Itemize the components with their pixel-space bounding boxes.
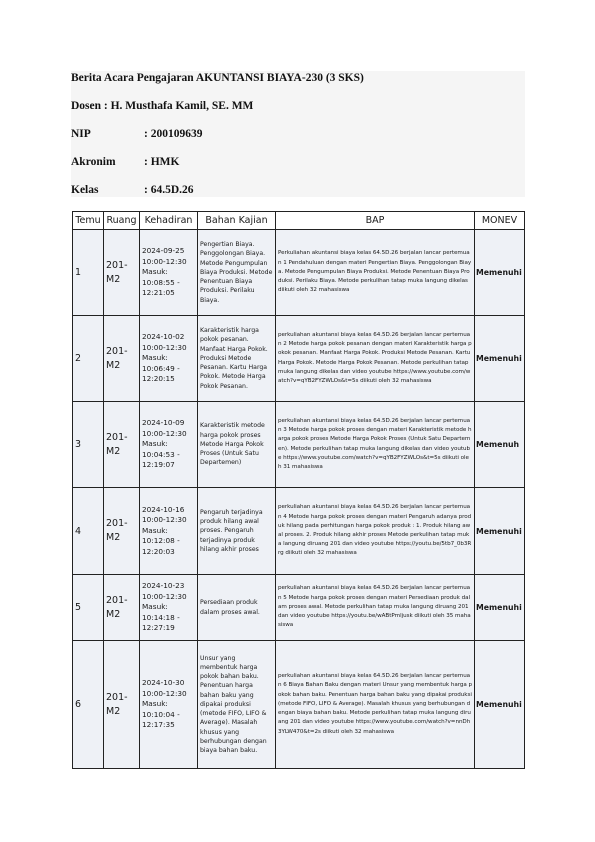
- kehadiran-cell: 2024-10-30 10:00-12:30 Masuk: 10:10:04 - 12:17:35: [140, 641, 198, 769]
- nip-row: [71, 128, 203, 140]
- bahan-kajian-cell: Unsur yang membentuk harga pokok bahan baku. Penentuan harga bahan baku yang dipakai produksi (metode FIFO, LIFO & Average). Masalah khusus yang berhubungan dengan biaya bahan baku.: [198, 641, 276, 769]
- col-header-ruang: Ruang: [104, 212, 140, 230]
- kehadiran-cell: 2024-10-16 10:00-12:30 Masuk: 10:12:08 - 12:20:03: [140, 488, 198, 575]
- table-row: [73, 230, 525, 316]
- kehadiran-cell: 2024-10-23 10:00-12:30 Masuk: 10:14:18 - 12:27:19: [140, 575, 198, 641]
- monev-cell: Memenuhi: [475, 641, 525, 769]
- lecturer-name: Dosen : H. Musthafa Kamil, SE. MM: [71, 100, 254, 112]
- bap-cell: perkuliahan akuntansi biaya kelas 64.5D.26 berjalan lancar pertemuan 5 Metode harga pokok proses dengan materi Persediaan produk dalam proses awal. Metode perkulihan tatap muka langung diruang 201 dan video youtube https://youtu.be/wABtPmljusk diikuti oleh 35 mahasiswa: [276, 575, 475, 641]
- kehadiran-cell: 2024-10-02 10:00-12:30 Masuk: 10:06:49 - 12:20:15: [140, 316, 198, 402]
- table-header-row: [73, 212, 525, 230]
- ruang-cell: 201-M2: [104, 575, 140, 641]
- bap-cell: perkuliahan akuntansi biaya kelas 64.5D.26 berjalan lancar pertemuan 6 Biaya Bahan Baku dengan materi Unsur yang membentuk harga pokok bahan baku. Penentuan harga bahan baku yang dipakai produksi (metode FIFO, LIFO & Average). Masalah khusus yang berhubungan dengan biaya bahan baku. Metode perkulihan tatap muka langung diruang 201 dan video youtube https://www.youtube.com/watch?v=nnDh3YLW470&t=2s diikuti oleh 32 mahasiswa: [276, 641, 475, 769]
- table-row: [73, 488, 525, 575]
- bap-cell: perkuliahan akuntansi biaya kelas 64.5D.26 berjalan lancar pertemuan 3 Metode harga pokok proses dengan materi Karakteristik metode harga pokok proses Metode Harga Pokok Proses (Untuk Satu Departemen). Metode perkulihan tatap muka langung dikelas dan video youtube https://www.youtube.com/watch?v=qYB2FYZWLOs&t=5s diikuti oleh 31 mahasiswa: [276, 402, 475, 488]
- nip-label: NIP: [71, 128, 91, 140]
- ruang-cell: 201-M2: [104, 316, 140, 402]
- table-row: [73, 575, 525, 641]
- kelas-value: : 64.5D.26: [144, 184, 194, 196]
- bahan-kajian-cell: Persediaan produk dalam proses awal.: [198, 575, 276, 641]
- bap-cell: perkuliahan akuntansi biaya kelas 64.5D.26 berjalan lancar pertemuan 4 Metode harga pokok proses dengan materi Pengaruh adanya produk hilang pada perhitungan harga pokok produk : 1. Produk hilang awal proses. 2. Produk hilang akhir proses Metode perkulihan tatap muka langung diruang 201 dan video youtube https://youtu.be/5tb7_0b3Rrg diikuti oleh 32 mahasiswa: [276, 488, 475, 575]
- monev-cell: Memenuh: [475, 402, 525, 488]
- temu-cell: 1: [73, 230, 104, 316]
- monev-cell: Memenuhi: [475, 316, 525, 402]
- document-title: Berita Acara Pengajaran AKUNTANSI BIAYA-230 (3 SKS): [71, 72, 364, 84]
- col-header-temu: Temu: [73, 212, 104, 230]
- monev-cell: Memenuhi: [475, 575, 525, 641]
- akronim-label: Akronim: [71, 156, 116, 168]
- bahan-kajian-cell: Karakteristik metode harga pokok proses Metode Harga Pokok Proses (Untuk Satu Departemen): [198, 402, 276, 488]
- kelas-label: Kelas: [71, 184, 99, 196]
- temu-cell: 5: [73, 575, 104, 641]
- nip-value: : 200109639: [144, 128, 203, 140]
- ruang-cell: 201-M2: [104, 488, 140, 575]
- col-header-monev: MONEV: [475, 212, 525, 230]
- bahan-kajian-cell: Karakteristik harga pokok pesanan. Manfaat Harga Pokok. Produksi Metode Pesanan. Kartu Harga Pokok. Metode Harga Pokok Pesanan.: [198, 316, 276, 402]
- kehadiran-cell: 2024-09-25 10:00-12:30 Masuk: 10:08:55 - 12:21:05: [140, 230, 198, 316]
- monev-cell: Memenuhi: [475, 488, 525, 575]
- bap-cell: perkuliahan akuntansi biaya kelas 64.5D.26 berjalan lancar pertemuan 2 Metode harga pokok pesanan dengan materi Karakteristik harga pokok pesanan. Manfaat Harga Pokok. Produksi Metode Pesanan. Kartu Harga Pokok. Metode Harga Pokok Pesanan. Metode perkulihan tatap muka langung dikelas dan video youtube https://www.youtube.com/watch?v=qYB2FYZWLOs&t=5s diikuti oleh 32 mahasiswa: [276, 316, 475, 402]
- ruang-cell: 201-M2: [104, 230, 140, 316]
- temu-cell: 6: [73, 641, 104, 769]
- temu-cell: 2: [73, 316, 104, 402]
- table-row: [73, 316, 525, 402]
- bahan-kajian-cell: Pengertian Biaya. Penggolongan Biaya. Metode Pengumpulan Biaya Produksi. Metode Penentuan Biaya Produksi. Perilaku Biaya.: [198, 230, 276, 316]
- ruang-cell: 201-M2: [104, 641, 140, 769]
- kehadiran-cell: 2024-10-09 10:00-12:30 Masuk: 10:04:53 - 12:19:07: [140, 402, 198, 488]
- akronim-row: [71, 156, 180, 168]
- attendance-table: [72, 211, 525, 769]
- table-row: [73, 402, 525, 488]
- kelas-row: [71, 184, 194, 196]
- bahan-kajian-cell: Pengaruh terjadinya produk hilang awal proses. Pengaruh terjadinya produk hilang akhir proses: [198, 488, 276, 575]
- col-header-bap: BAP: [276, 212, 475, 230]
- monev-cell: Memenuhi: [475, 230, 525, 316]
- temu-cell: 3: [73, 402, 104, 488]
- bap-cell: Perkuliahan akuntansi biaya kelas 64.5D.26 berjalan lancar pertemuan 1 Pendahuluan dengan materi Pengertian Biaya. Penggolongan Biaya. Metode Pengumpulan Biaya Produksi. Metode Penentuan Biaya Produksi. Perilaku Biaya. Metode perkulihan tatap muka langung dikelas diikuti oleh 32 mahasiswa: [276, 230, 475, 316]
- col-header-bahan-kajian: Bahan Kajian: [198, 212, 276, 230]
- akronim-value: : HMK: [144, 156, 180, 168]
- ruang-cell: 201-M2: [104, 402, 140, 488]
- table-row: [73, 641, 525, 769]
- temu-cell: 4: [73, 488, 104, 575]
- document-header: [71, 71, 525, 197]
- col-header-kehadiran: Kehadiran: [140, 212, 198, 230]
